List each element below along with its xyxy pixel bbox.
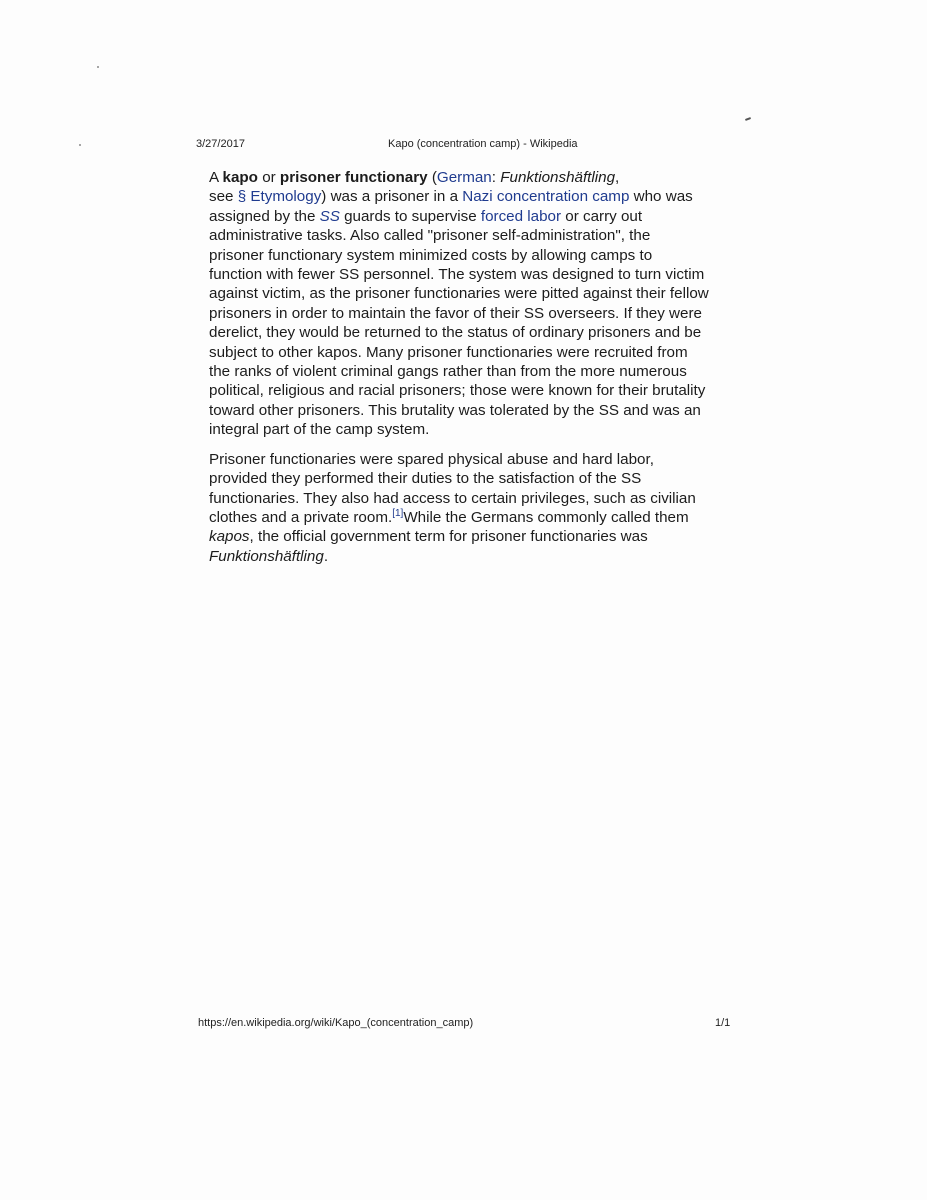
text-run: While the Germans commonly called them [403, 508, 689, 526]
link-ss[interactable]: SS [319, 207, 340, 225]
term-funktionshaeftling: Funktionshäftling [209, 547, 324, 565]
term-prisoner-functionary: prisoner functionary [279, 169, 428, 186]
text-run: , the official government term for prisoner functionaries was [249, 528, 648, 546]
article-body [209, 168, 709, 576]
print-page-title: Kapo (concentration camp) - Wikipedia [388, 138, 578, 150]
print-date: 3/27/2017 [196, 138, 245, 150]
text-run: or carry out administrative tasks. Also called "prisoner self-administration", the prisoner functionary system minimized costs by allowing camps to function with fewer SS personnel. The system was designed to turn victim against victim, as the prisoner functionaries were pitted against their fellow prisoners in order to maintain the favor of their SS overseers. If they were derelict, they would be returned to the status of ordinary prisoners and be subject to other kapos. Many prisoner functionaries were recruited from the ranks of violent criminal gangs rather than from the more numerous political, religious and racial prisoners; those were known for their brutality toward other prisoners. This brutality was tolerated by the SS and was an integral part of the camp system. [209, 207, 709, 439]
scan-speck [97, 66, 99, 68]
text-run: ) was a prisoner in a [321, 188, 463, 206]
text-run: , [615, 169, 620, 186]
paragraph-privileges [209, 450, 709, 566]
text-run: Prisoner functionaries were spared physical abuse and hard labor, provided they performed their duties to the satisfaction of the SS functionaries. They also had access to certain privileges, such as civilian clothes and a private room. [209, 450, 696, 526]
text-run: see [209, 188, 238, 206]
text-run: . [323, 547, 329, 565]
term-kapos: kapos [209, 528, 250, 546]
scan-speck [79, 144, 81, 146]
term-kapo: kapo [222, 169, 258, 186]
scan-speck [745, 117, 751, 121]
link-nazi-concentration-camp[interactable]: Nazi concentration camp [462, 188, 630, 206]
link-german[interactable]: German [436, 169, 492, 186]
page-number: 1/1 [715, 1017, 731, 1029]
print-url: https://en.wikipedia.org/wiki/Kapo_(concentration_camp) [198, 1017, 474, 1029]
text-run: who was assigned by the [209, 188, 693, 225]
text-run: A [209, 169, 223, 186]
text-run: : [491, 169, 501, 186]
link-forced-labor[interactable]: forced labor [480, 207, 562, 225]
reference-1[interactable]: [1] [392, 507, 404, 519]
text-run: guards to supervise [339, 207, 481, 225]
link-etymology[interactable]: § Etymology [237, 188, 322, 206]
paragraph-intro [209, 168, 709, 440]
text-run: ( [427, 169, 437, 186]
text-run: or [257, 169, 280, 186]
term-funktionshaeftling: Funktionshäftling [500, 169, 616, 186]
